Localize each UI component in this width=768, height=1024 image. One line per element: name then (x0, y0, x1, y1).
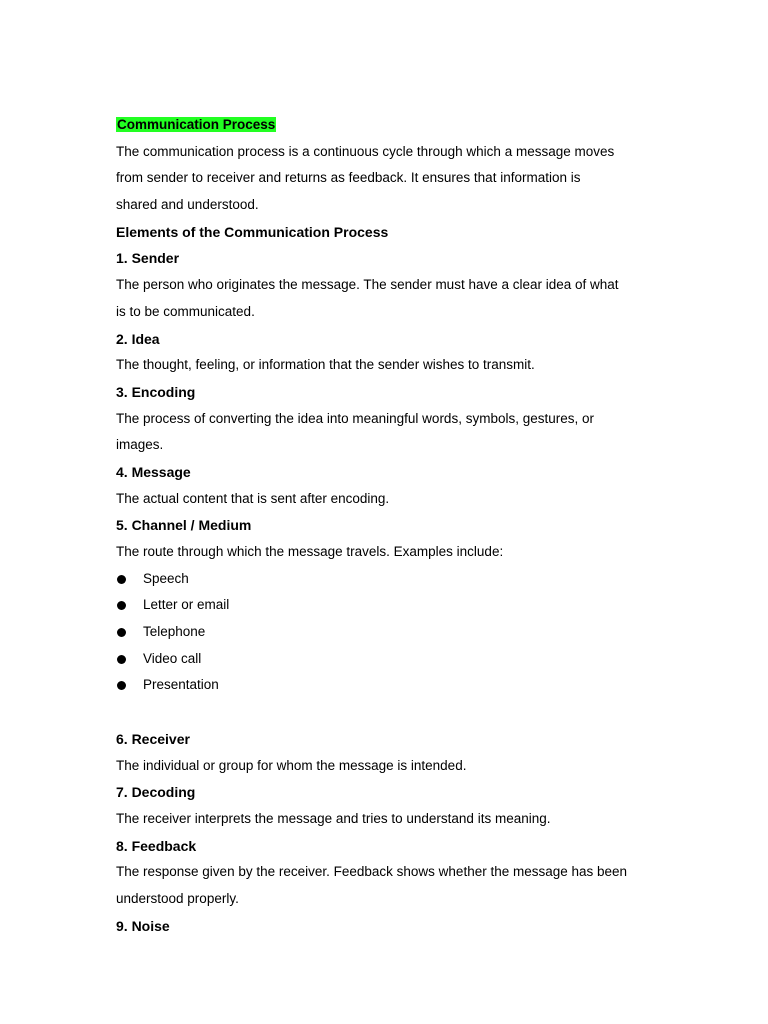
section-heading-encoding: 3. Encoding (116, 383, 196, 400)
list-item-label: Video call (143, 650, 202, 666)
elements-heading: Elements of the Communication Process (116, 223, 389, 240)
section-text: The actual content that is sent after encoding. (116, 490, 390, 506)
list-item (116, 592, 656, 619)
section-text: The person who originates the message. The sender must have a clear idea of what (116, 277, 619, 293)
section-text: The thought, feeling, or information that the sender wishes to transmit. (116, 357, 535, 373)
list-item (116, 646, 656, 673)
bullet-icon (117, 655, 126, 664)
intro-line: from sender to receiver and returns as feedback. It ensures that information is (116, 170, 581, 186)
bullet-icon (117, 681, 126, 690)
section-text: The individual or group for whom the message is intended. (116, 757, 467, 773)
section-heading-message: 4. Message (116, 463, 191, 480)
list-item (116, 672, 656, 699)
list-item (116, 566, 656, 593)
list-item (116, 619, 656, 646)
section-text: images. (116, 437, 164, 453)
bullet-icon (117, 575, 126, 584)
section-heading-sender: 1. Sender (116, 250, 180, 267)
list-item-label: Letter or email (143, 597, 230, 613)
section-text: The response given by the receiver. Feedback shows whether the message has been (116, 864, 628, 880)
section-heading-channel: 5. Channel / Medium (116, 517, 252, 534)
section-heading-idea: 2. Idea (116, 330, 160, 347)
section-heading-feedback: 8. Feedback (116, 837, 197, 854)
list-item-label: Presentation (143, 677, 219, 693)
bullet-icon (117, 628, 126, 637)
section-heading-noise: 9. Noise (116, 917, 170, 934)
document-page (116, 112, 656, 939)
section-text: is to be communicated. (116, 303, 255, 319)
section-text: The process of converting the idea into meaningful words, symbols, gestures, or (116, 410, 594, 426)
blank-line (116, 699, 656, 726)
section-heading-receiver: 6. Receiver (116, 730, 190, 747)
section-text: The route through which the message travels. Examples include: (116, 544, 504, 559)
section-heading-decoding: 7. Decoding (116, 784, 196, 801)
intro-line: The communication process is a continuous cycle through which a message moves (116, 143, 615, 159)
list-item-label: Speech (143, 570, 189, 586)
section-text: The receiver interprets the message and tries to understand its meaning. (116, 810, 551, 826)
title-line (116, 112, 656, 139)
section-text: understood properly. (116, 890, 239, 906)
list-item-label: Telephone (143, 624, 206, 640)
bullet-icon (117, 601, 126, 610)
document-title: Communication Process (117, 117, 276, 132)
intro-line: shared and understood. (116, 197, 259, 213)
